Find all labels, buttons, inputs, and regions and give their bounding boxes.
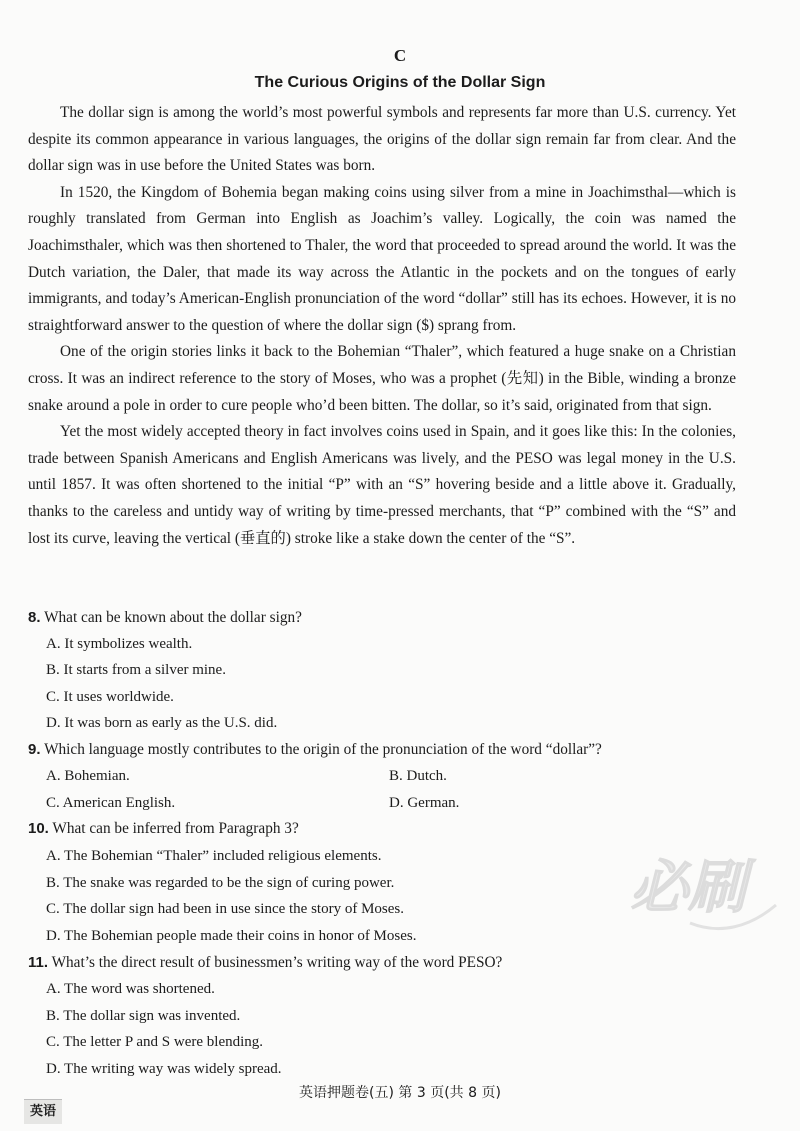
svg-text:必刷: 必刷 [630,853,747,921]
option-9d[interactable]: D. German. [389,795,460,811]
question-stem: What can be known about the dollar sign? [44,609,302,626]
option-10c[interactable]: C. The dollar sign had been in use since the story of Moses. [46,901,404,917]
question-9 [28,737,748,764]
question-number: 11. [28,954,49,971]
question-8 [28,605,748,632]
question-stem: What’s the direct result of businessmen’s writing way of the word PESO? [51,954,503,971]
option-11a[interactable]: A. The word was shortened. [46,981,215,997]
passage [28,100,736,552]
page-footer: 英语押题卷(五) 第 3 页(共 8 页) [299,1085,501,1101]
option-8d[interactable]: D. It was born as early as the U.S. did. [46,715,278,731]
option-10d[interactable]: D. The Bohemian people made their coins in honor of Moses. [46,928,417,944]
option-8a[interactable]: A. It symbolizes wealth. [46,636,193,652]
question-stem: Which language mostly contributes to the origin of the pronunciation of the word “dollar”? [44,741,602,758]
option-11c[interactable]: C. The letter P and S were blending. [46,1034,264,1050]
option-10a[interactable]: A. The Bohemian “Thaler” included religious elements. [46,848,382,864]
question-number: 8. [28,609,41,626]
option-10b[interactable]: B. The snake was regarded to be the sign of curing power. [46,875,395,891]
paragraph: One of the origin stories links it back to the Bohemian “Thaler”, which featured a huge snake on a Christian cross. It was an indirect reference to the story of Moses, who was a prophet (先知) in the Bible, winding a bronze snake around a pole in order to cure people who’d been bitten. The dollar, so it’s said, originated from that sign. [28,343,736,414]
option-9c[interactable]: C. American English. [46,795,176,811]
paragraph: Yet the most widely accepted theory in fact involves coins used in Spain, and it goes like this: In the colonies, trade between Spanish Americans and English Americans was lively, and the PESO was legal money in the U.S. until 1857. It was often shortened to the initial “P” with an “S” hovering beside and a little above it. Gradually, thanks to the careless and untidy way of writing by time-pressed merchants, that “P” combined with the “S” and lost its curve, leaving the vertical (垂直的) stroke like a stake down the center of the “S”. [28,423,736,547]
paragraph: The dollar sign is among the world’s most powerful symbols and represents far more than U.S. currency. Yet despite its common appearance in various languages, the origins of the dollar sign remain far from clear. And the dollar sign was in use before the United States was born. [28,104,736,175]
option-11b[interactable]: B. The dollar sign was invented. [46,1008,241,1024]
section-letter: C [393,46,407,65]
option-11d[interactable]: D. The writing way was widely spread. [46,1061,282,1077]
subject-tag: 英语 [24,1099,62,1124]
passage-title: The Curious Origins of the Dollar Sign [254,74,546,91]
option-9b[interactable]: B. Dutch. [389,768,447,784]
paragraph: In 1520, the Kingdom of Bohemia began making coins using silver from a mine in Joachimsthal—which is roughly translated from German into English as Joachim’s valley. Logically, the coin was named the Joachimsthaler, which was then shortened to Thaler, the word that proceeded to spread around the world. It was the Dutch variation, the Daler, that made its way across the Atlantic in the pockets and on the tongues of early immigrants, and today’s American-English pronunciation of the word “dollar” still has its echoes. However, it is no straightforward answer to the question of where the dollar sign ($) sprang from. [28,183,736,334]
option-9a[interactable]: A. Bohemian. [46,768,130,784]
option-8b[interactable]: B. It starts from a silver mine. [46,662,226,678]
watermark-icon [630,835,780,945]
question-number: 9. [28,741,41,758]
option-8c[interactable]: C. It uses worldwide. [46,689,174,705]
question-stem: What can be inferred from Paragraph 3? [52,820,299,837]
question-11 [28,950,748,977]
question-number: 10. [28,820,49,837]
